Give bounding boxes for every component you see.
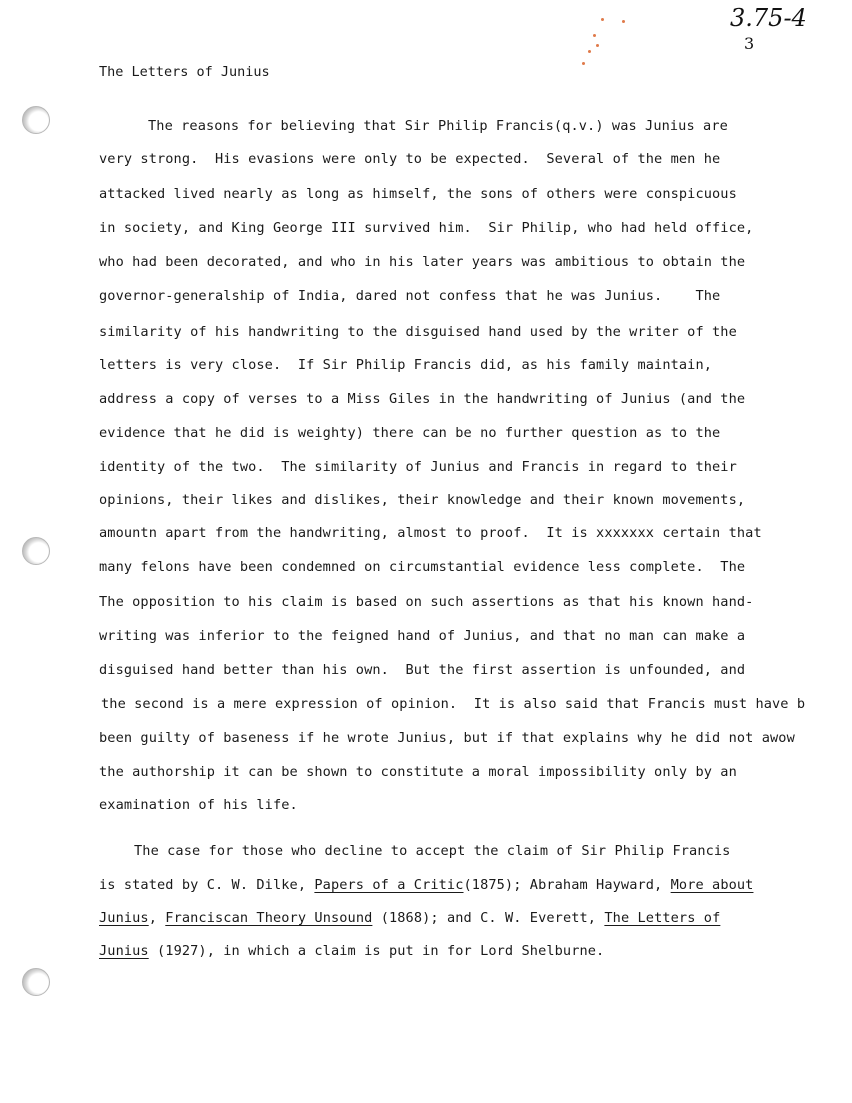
punch-hole-middle <box>22 537 50 565</box>
text-line: opinions, their likes and dislikes, their knowledge and their known movements, <box>99 492 746 508</box>
text-line: identity of the two. The similarity of Junius and Francis in regard to their <box>99 459 737 475</box>
text-line: disguised hand better than his own. But the first assertion is unfounded, and <box>99 662 746 678</box>
page-number: 3 <box>744 34 755 53</box>
text: is stated by C. W. Dilke, <box>99 877 315 893</box>
text-line-with-citations <box>99 943 604 959</box>
text-line: the authorship it can be shown to constitute a moral impossibility only by an <box>99 764 737 780</box>
cited-title: Junius <box>99 943 149 959</box>
text-line: many felons have been condemned on circumstantial evidence less complete. The <box>99 559 746 575</box>
text-line: been guilty of baseness if he wrote Junius, but if that explains why he did not awow <box>99 730 795 746</box>
text-line: evidence that he did is weighty) there can be no further question as to the <box>99 425 721 441</box>
text-line: examination of his life. <box>99 797 298 813</box>
handwritten-number: 3.75-4 <box>730 4 807 32</box>
text-line: letters is very close. If Sir Philip Francis did, as his family maintain, <box>99 357 713 373</box>
cited-title: Papers of a Critic <box>314 877 464 893</box>
cited-title: Franciscan Theory Unsound <box>165 910 373 926</box>
text: (1927), in which a claim is put in for Lord Shelburne. <box>148 943 605 959</box>
text-line: writing was inferior to the feigned hand of Junius, and that no man can make a <box>99 628 746 644</box>
punch-hole-top <box>22 106 50 134</box>
text-line: address a copy of verses to a Miss Giles in the handwriting of Junius (and the <box>99 391 746 407</box>
text: , <box>148 910 166 926</box>
cited-title: More about <box>670 877 754 893</box>
text-line: attacked lived nearly as long as himself, the sons of others were conspicuous <box>99 186 737 202</box>
text-line: amountn apart from the handwriting, almost to proof. It is xxxxxxx certain that <box>99 525 762 541</box>
cited-title: Junius <box>99 910 149 926</box>
text-line: The opposition to his claim is based on such assertions as that his known hand- <box>99 594 754 610</box>
cited-title: The Letters of <box>604 910 721 926</box>
text-line-with-citations <box>99 877 753 893</box>
text-line: The case for those who decline to accept the claim of Sir Philip Francis <box>134 843 731 859</box>
text-line: similarity of his handwriting to the disguised hand used by the writer of the <box>99 324 737 340</box>
text-line: the second is a mere expression of opinion. It is also said that Francis must have b <box>101 696 806 712</box>
text: (1875); Abraham Hayward, <box>463 877 671 893</box>
text: (1868); and C. W. Everett, <box>372 910 605 926</box>
text-line: very strong. His evasions were only to be expected. Several of the men he <box>99 151 721 167</box>
document-title: The Letters of Junius <box>99 64 270 80</box>
text-line-with-citations <box>99 910 720 926</box>
text-line: in society, and King George III survived him. Sir Philip, who had held office, <box>99 220 754 236</box>
text-line: governor-generalship of India, dared not confess that he was Junius. The <box>99 288 721 304</box>
punch-hole-bottom <box>22 968 50 996</box>
text-line: The reasons for believing that Sir Philip Francis(q.v.) was Junius are <box>148 118 728 134</box>
text-line: who had been decorated, and who in his later years was ambitious to obtain the <box>99 254 746 270</box>
